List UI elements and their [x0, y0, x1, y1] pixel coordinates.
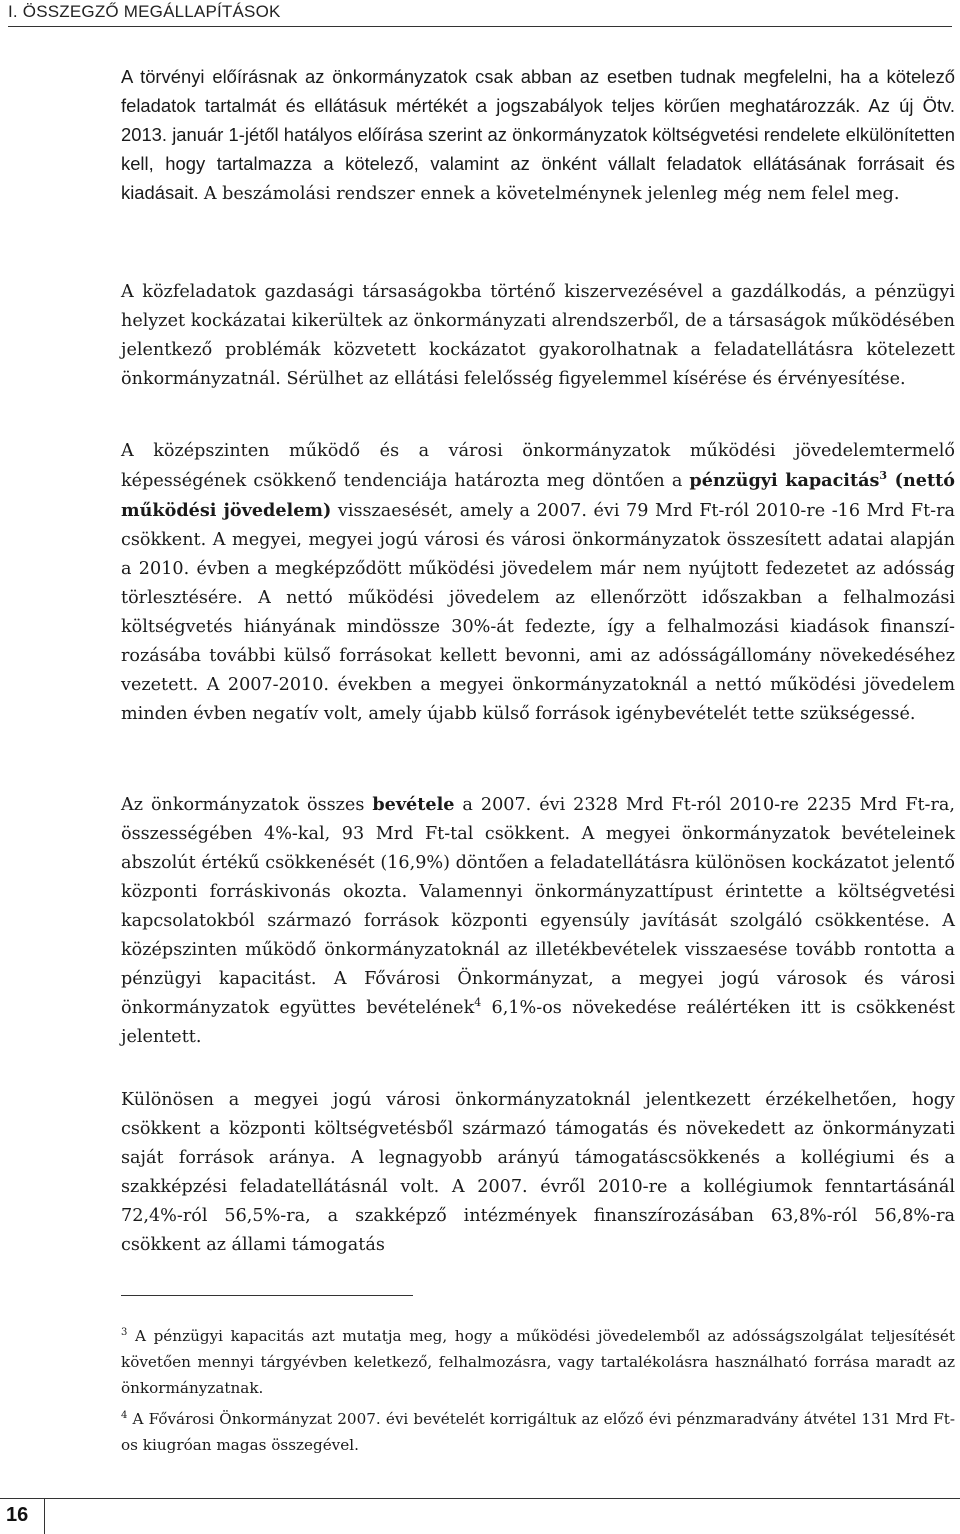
- paragraph-text: A középszinten működő és a városi önkormányzatok működési jövedelemtermelő képességének csökkenő tendenciája határozta meg döntően a: [121, 441, 955, 491]
- paragraph-text: Az önkormányzatok összes: [121, 795, 373, 815]
- paragraph-legal-requirements: [121, 62, 955, 209]
- paragraph-financial-capacity: [121, 437, 955, 729]
- footnote-text: A pénzügyi kapacitás azt mutatja meg, hogy a működési jövedelemből az adósságszolgálat teljesítését követően mennyi tárgyévben keletkező, felhalmozásra, vagy tartalékolásra használható forrása maradt az önkormányzatnak.: [121, 1327, 955, 1397]
- footer-separator: [44, 1498, 45, 1534]
- footer-divider: [0, 1498, 960, 1499]
- footnote-3: [121, 1323, 955, 1401]
- page-footer: [0, 1490, 960, 1534]
- paragraph-text: a 2007. évi 2328 Mrd Ft-ról 2010-re 2235 Mrd Ft-ra, összességében 4%-kal, 93 Mrd Ft-tal csökkent. A megyei önkormányzatok bevételeinek abszolút értékű csökkenését (16,9%) döntően a feladatellátásra különösen kockázatot jelentő központi forráskivonás okozta. Valamennyi önkormányzattípust érintette a költségvetési kapcsolatokból származó források központi egyensúly javítását szolgáló csökkentése. A középszinten működő önkormányzatoknál az illetékbevételek visszaesése tovább rontotta a pénzügyi kapacitást. A Fővárosi Önkormányzat, a megyei jogú városok és városi önkormányzatok együttes bevételének: [121, 795, 955, 1018]
- paragraph-text: A törvényi előírásnak az önkormányzatok csak abban az esetben tudnak megfelelni, ha a kötelező feladatok tartalmát és ellátásuk mértékét a jogszabályok teljes körűen meghatározzák. Az új Ötv. 2013. január 1-jétől hatályos előírása szerint az önkormányzatok költségvetési rendelete elkülönítetten kell, hogy tartalmazza a kötelező, valamint az önként vállalt feladatok ellátásának forrásait és kiadásait.: [121, 66, 955, 203]
- footnote-number: 3: [121, 1326, 128, 1338]
- section-title: I. ÖSSZEGZŐ MEGÁLLAPÍTÁSOK: [8, 2, 281, 21]
- paragraph-county-cities: [121, 1086, 955, 1260]
- paragraph-text: 6,1%-os növekedése reálértéken itt is csökkenést jelentett.: [121, 998, 955, 1047]
- term-bold: pénzügyi kapacitás: [689, 470, 880, 491]
- footnote-divider: [121, 1295, 413, 1296]
- running-header: [8, 0, 952, 27]
- footnote-ref-4[interactable]: 4: [474, 996, 482, 1010]
- footnote-number: 4: [121, 1409, 128, 1421]
- page-number: 16: [6, 1504, 29, 1526]
- paragraph-text: visszaesését, amely a 2007. évi 79 Mrd Ft-ról 2010-re -16 Mrd Ft-ra csökkent. A megyei, megyei jogú városi és városi önkormányzatok összesített adatai alapján a 2010. évben a megképződött működési jövedelem már nem nyújtott fedezetet az adósság törlesztésére. A nettó működési jövedelem az ellenőrzött időszakban a felhalmozási költségvetés hiányának mindössze 30%-át fedezte, így a felhalmozási kiadások finanszírozásába további külső forrásokat kellett bevonni, ami az adósságállomány növekedéséhez vezetett. A 2007-2010. években a megyei önkormányzatoknál a nettó működési jövedelem minden évben negatív volt, amely újabb külső források igénybevételét tette szükségessé.: [121, 501, 955, 724]
- footnote-4: [121, 1406, 955, 1458]
- footnote-ref-3[interactable]: 3: [879, 469, 888, 483]
- paragraph-revenue: [121, 790, 955, 1052]
- paragraph-outsourcing: [121, 278, 955, 394]
- paragraph-text: Különösen a megyei jogú városi önkormányzatoknál jelentkezett érzékelhetően, hogy csökkent a központi költségvetésből származó támogatás és növekedett az önkormányzati saját források aránya. A legnagyobb arányú támogatáscsökkenés a kollégiumi és a szakképzési feladatellátásnál volt. A 2007. évről 2010-re a kollégiumok fenntartásánál 72,4%-ról 56,5%-ra, a szakképző intézmények finanszírozásában 63,8%-ról 56,8%-ra csökkent az állami támogatás: [121, 1090, 955, 1255]
- term-bold: (nettó működési jövedelem): [121, 470, 955, 521]
- paragraph-text: A beszámolási rendszer ennek a követelménynek jelenleg még nem felel meg.: [203, 184, 900, 204]
- footnote-text: A Fővárosi Önkormányzat 2007. évi bevételét korrigáltuk az előző évi pénzmaradvány átvétel 131 Mrd Ft-os kiugróan magas összegével.: [121, 1410, 955, 1454]
- term-bold: bevétele: [372, 794, 455, 815]
- paragraph-text: A közfeladatok gazdasági társaságokba történő kiszervezésével a gazdálkodás, a pénzügyi helyzet kockázatai kikerültek az önkormányzati alrendszerből, de a társaságok működésében jelentkező problémák közvetett kockázatot gyakorolhatnak a feladatellátásra kötelezett önkormányzatnál. Sérülhet az ellátási felelősség figyelemmel kísérése és érvényesítése.: [121, 282, 955, 389]
